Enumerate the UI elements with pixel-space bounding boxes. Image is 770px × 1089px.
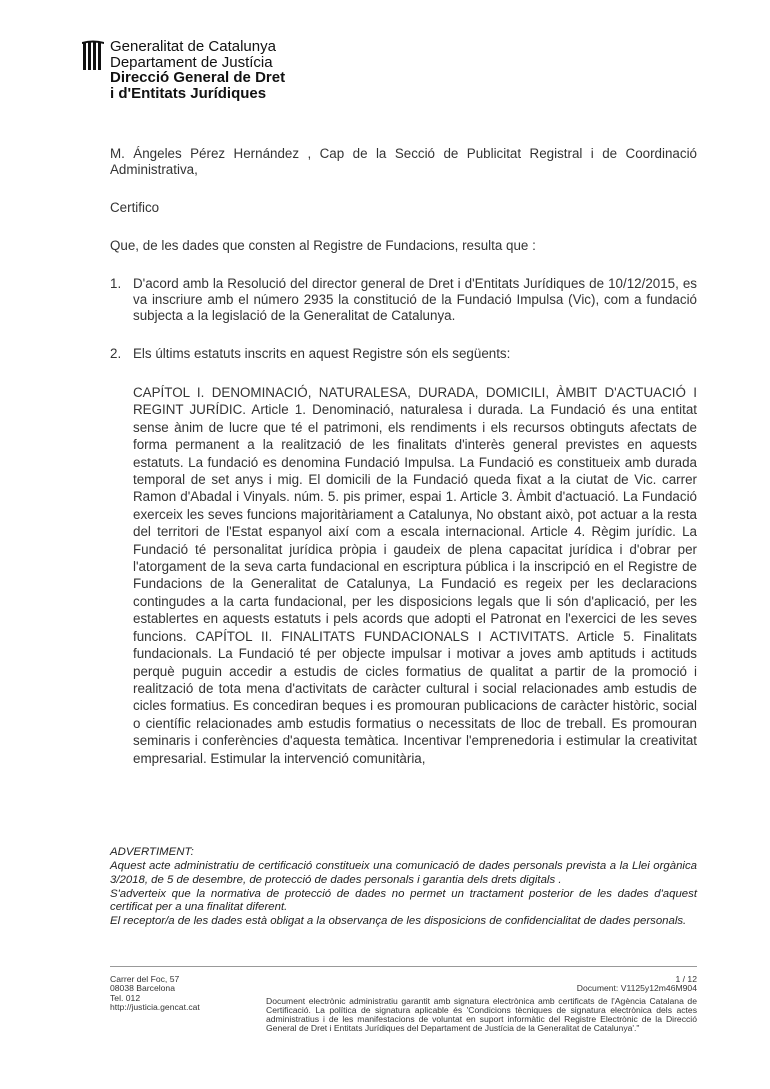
address-city: 08038 Barcelona	[110, 983, 175, 994]
list-item-text: Els últims estatuts inscrits en aquest Registre són els següents:	[133, 346, 511, 361]
generalitat-logo	[82, 41, 104, 71]
page-number: 1 / 12	[675, 974, 697, 984]
footer-divider	[110, 966, 697, 967]
document-id: Document: V1125y12m46M904	[576, 983, 697, 994]
advertiment-notice	[110, 846, 697, 930]
list-item-number: 2.	[110, 346, 122, 361]
list-item	[110, 346, 697, 766]
department-name: Departament de Justícia	[110, 53, 273, 71]
unit-name-line1: Direcció General de Dret	[110, 69, 286, 86]
org-name: Generalitat de Catalunya	[110, 38, 276, 55]
footer-address	[110, 975, 200, 1012]
que-paragraph: Que, de les dades que consten al Registre de Fundacions, resulta que :	[110, 238, 536, 253]
advertiment-paragraph: Aquest acte administratiu de certificació constitueix una comunicació de dades personals prevista a la Llei orgànica 3/2018, de 5 de desembre, de protecció de dades personals i garantia dels drets digitals .	[110, 860, 697, 886]
list-item	[110, 276, 697, 324]
address-street: Carrer del Foc, 57	[110, 974, 180, 984]
website-link[interactable]: http://justicia.gencat.cat	[110, 1001, 200, 1012]
statutes-text: CAPÍTOL I. DENOMINACIÓ, NATURALESA, DURADA, DOMICILI, ÀMBIT D'ACTUACIÓ I REGINT JURÍDIC. Article 1. Denominació, naturalesa i durada. La Fundació és una entitat sense ànim de lucre que té el patrimoni, els rendiments i els recursos obtinguts afectats de forma permanent a la realització de les finalitats d'interès general previstes en aquests estatuts. La fundació es denomina Fundació Impulsa. La Fundació es constitueix amb durada temporal de set anys i mig. El domicili de la Fundació queda fixat a la ciutat de Vic. carrer Ramon d'Abadal i Vinyals. núm. 5. pis primer, espai 1. Article 3. Àmbit d'actuació. La Fundació exerceix les seves funcions majoritàriament a Catalunya, No obstant això, pot actuar a la resta del territori de l'Estat espanyol així com a escala internacional. Article 4. Règim jurídic. La Fundació té personalitat jurídica pròpia i gaudeix de plena capacitat jurídica i d'obrar per l'atorgament de la seva carta fundacional en escriptura pública i la inscripció en el Registre de Fundacions de la Generalitat de Catalunya, La Fundació es regeix per les declaracions contingudes a la carta fundacional, per les disposicions legals que li són d'aplicació, per les establertes en aquests estatuts i pels acords que adopti el Patronat en l'exercici de les seves funcions. CAPÍTOL II. FINALITATS FUNDACIONALS I ACTIVITATS. Article 5. Finalitats fundacionals. La Fundació té per objecte impulsar i motivar a joves amb aptituds i actituds perquè puguin accedir a estudis de cicles formatius de qualitat a partir de la promoció i realització de tota mena d'activitats de caràcter cultural i social relacionades amb estudis de cicles formatius. Es concediran beques i es promouran publicacions de caràcter històric, social o científic relacionades amb estudis formatius o necessitats de lloc de treball. Es promouran seminaris i conferències d'aquesta temàtica. Incentivar l'emprenedoria i estimular la creativitat empresarial. Estimular la intervenció comunitària,	[133, 385, 697, 766]
advertiment-title: ADVERTIMENT:	[110, 846, 194, 858]
advertiment-paragraph: El receptor/a de les dades està obligat a la observança de les disposicions de confidencialitat de dades personals.	[110, 915, 687, 928]
list-item-text: D'acord amb la Resolució del director general de Dret i d'Entitats Jurídiques de 10/12/2015, es va inscriure amb el número 2935 la constitució de la Fundació Impulsa (Vic), com a fundació subjecta a la legislació de la Generalitat de Catalunya.	[133, 276, 697, 323]
advertiment-paragraph: S'adverteix que la normativa de protecció de dades no permet un tractament posterior de les dades d'aquest certificat per a una finalitat diferent.	[110, 887, 697, 914]
intro-paragraph: M. Ángeles Pérez Hernández , Cap de la Secció de Publicitat Registral i de Coordinació Administrativa,	[110, 146, 697, 177]
footer-signature-info	[258, 975, 697, 1034]
list-item-number: 1.	[110, 276, 122, 291]
certificate-body	[110, 146, 697, 766]
certifico-text: Certifico	[110, 200, 160, 215]
signature-note: Document electrònic administratiu garantit amb signatura electrònica amb certificats de l'Agència Catalana de Certificació. La política de signatura aplicable és 'Condicions tècniques de signatura electrònica dels actes administratius i de les manifestacions de voluntat en suport informàtic del Registre Electrònic de la Direcció General de Dret i Entitats Jurídiques del Departament de Justícia de la Generalitat de Catalunya'."	[266, 995, 697, 1034]
address-phone: Tel. 012	[110, 992, 141, 1003]
unit-name-line2: i d'Entitats Jurídiques	[110, 84, 267, 102]
